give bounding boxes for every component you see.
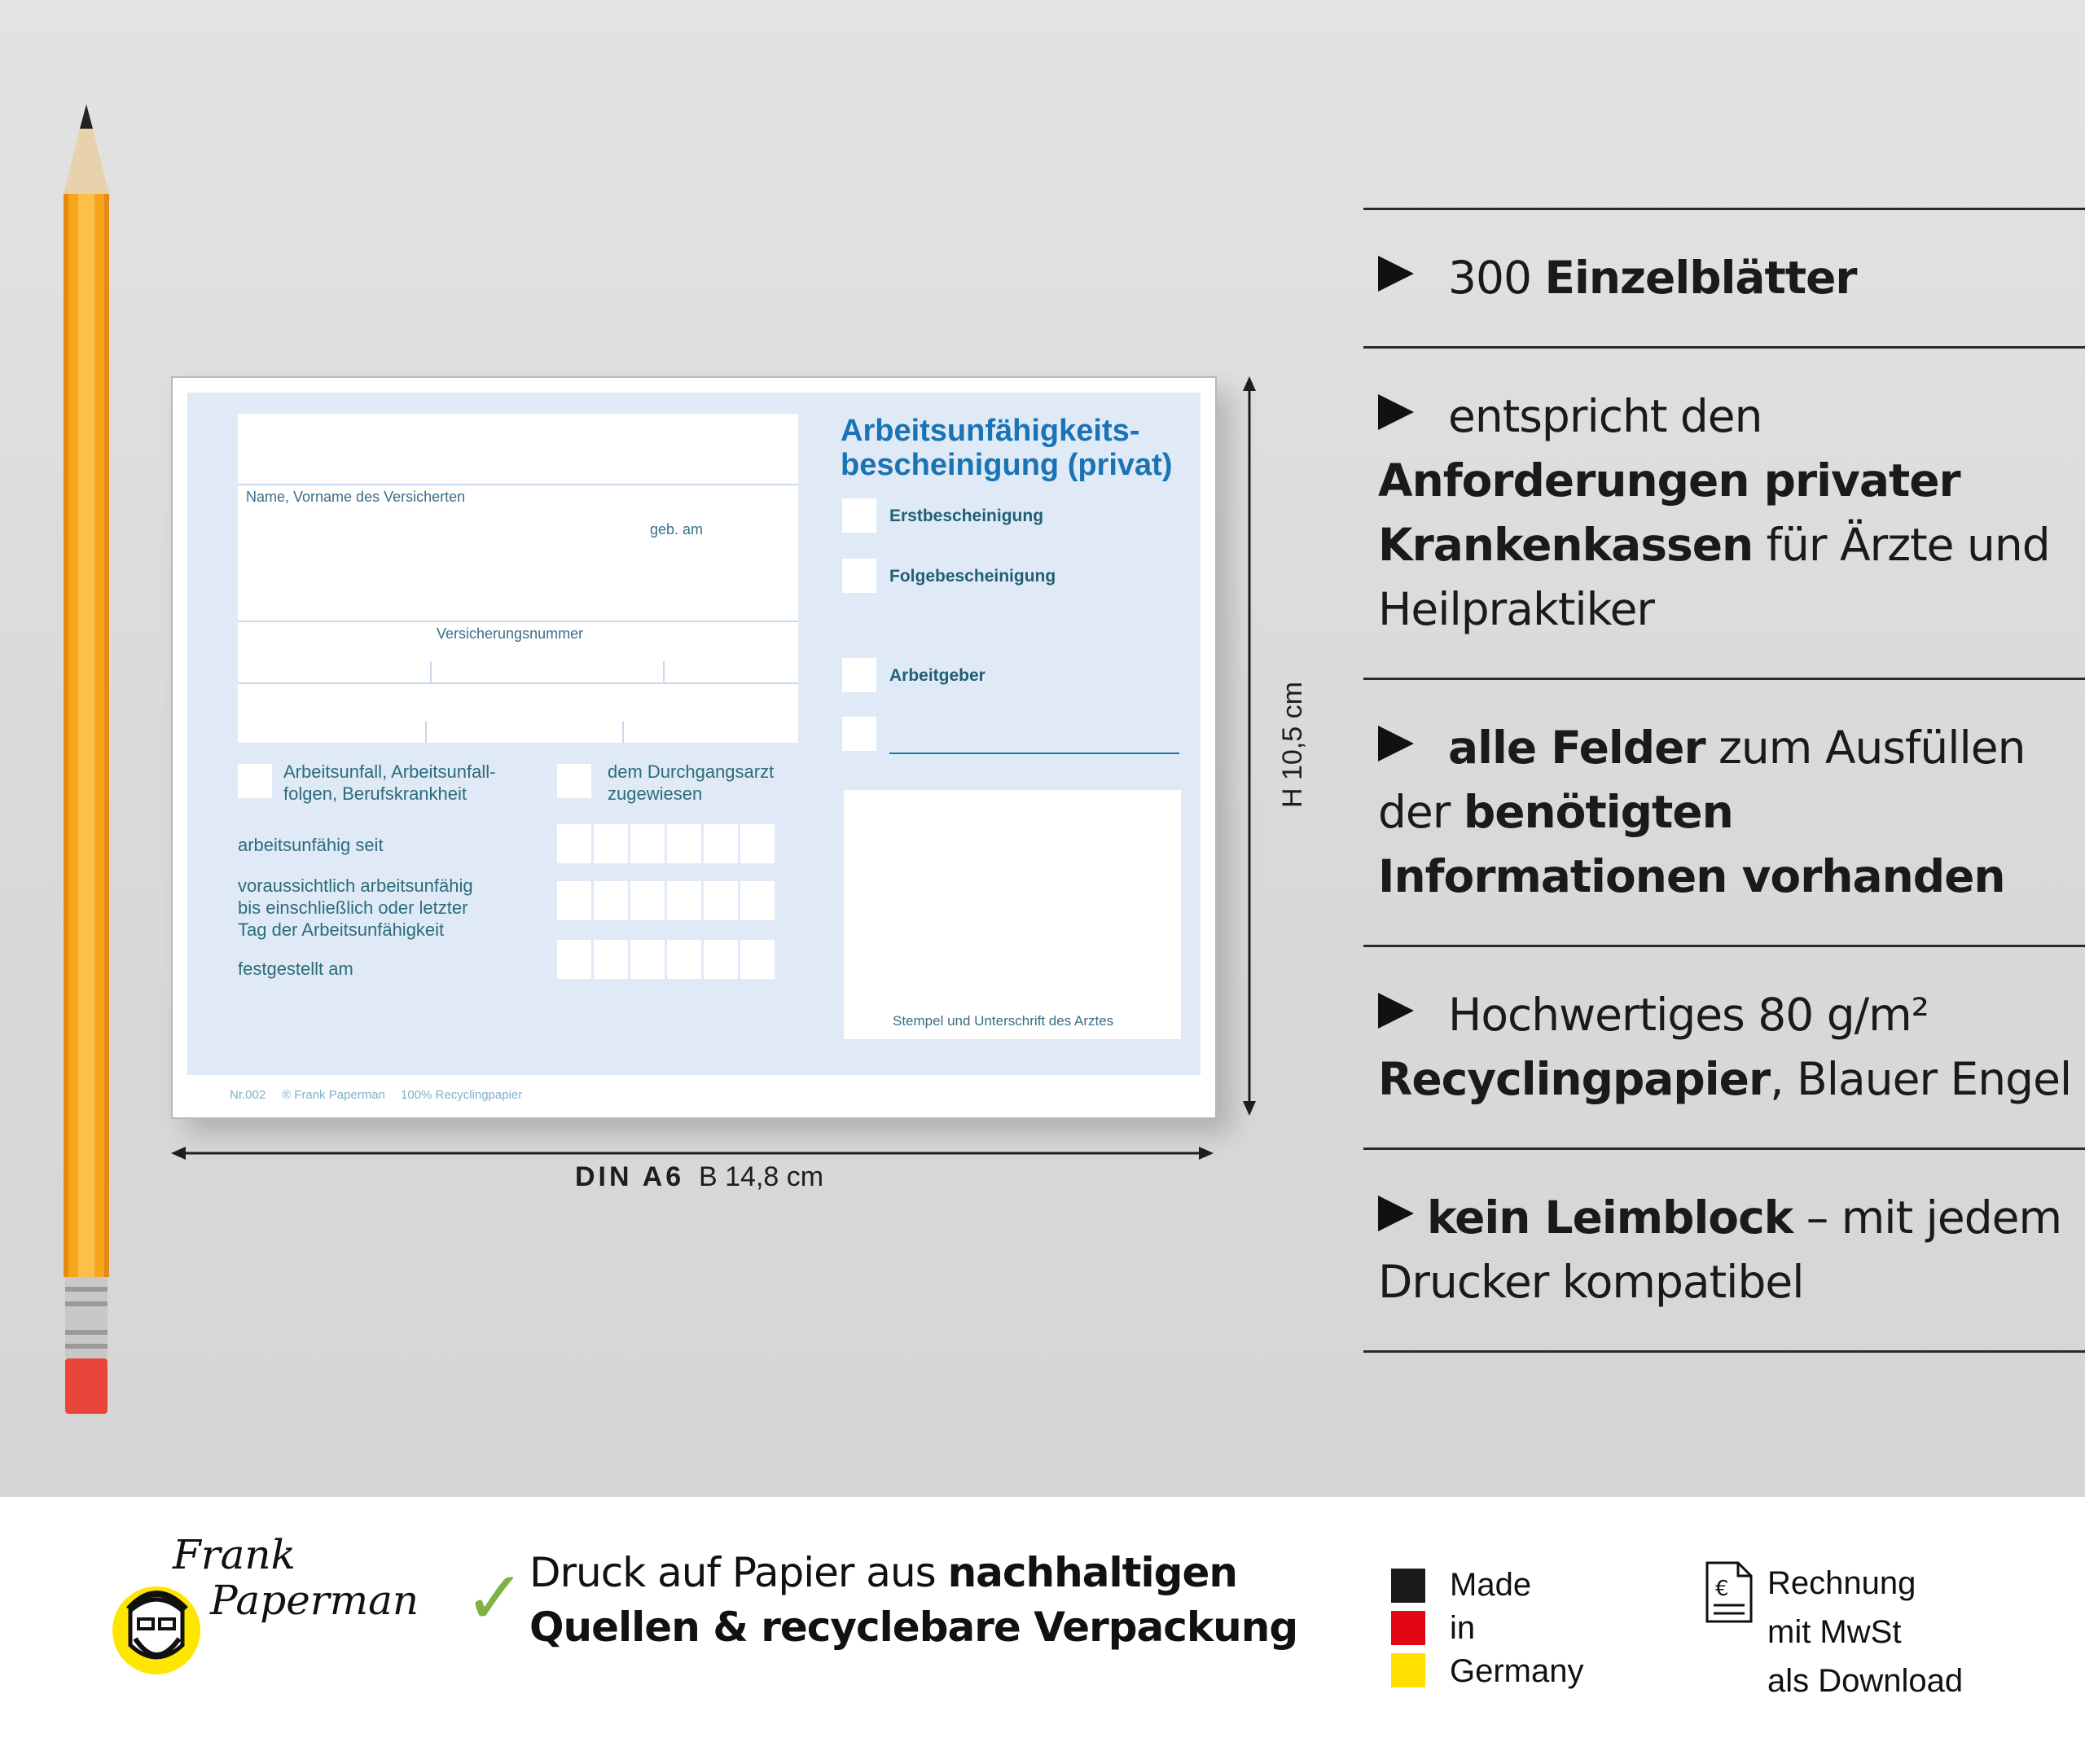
name-label: Name, Vorname des Versicherten — [246, 489, 466, 505]
claim-bold: Quellen & recyclebare Verpackung — [529, 1604, 1298, 1651]
made-line: Made — [1450, 1567, 1532, 1603]
feature-item — [1363, 1147, 2085, 1353]
accident-label-1: Arbeitsunfall, Arbeitsunfall- — [283, 761, 496, 782]
made-line: in — [1450, 1610, 1476, 1646]
feature-item — [1363, 945, 2085, 1147]
expected-label-2: bis einschließlich oder letzter — [238, 897, 468, 918]
accident-label-2: folgen, Berufskrankheit — [283, 783, 467, 804]
play-triangle-icon — [1378, 1196, 1414, 1231]
checkmark-icon: ✓ — [464, 1558, 526, 1639]
feature-text: zum Ausfüllen der — [1378, 722, 2026, 838]
feature-text: – mit jedem Drucker kompatibel — [1378, 1191, 2062, 1308]
feature-item — [1363, 678, 2085, 945]
feature-text: 300 — [1448, 252, 1545, 304]
form-title-line-1: Arbeitsunfähigkeits- — [841, 414, 1140, 448]
claim-bold: nachhaltigen — [947, 1549, 1237, 1596]
feature-bold: benötigten Informationen vorhanden — [1378, 786, 2005, 902]
feature-list — [1363, 208, 2085, 1353]
invoice-line: Rechnung — [1767, 1565, 1916, 1601]
feature-text: , Blauer Engel — [1770, 1053, 2072, 1105]
play-triangle-icon — [1378, 726, 1414, 761]
logo-word-1: Frank — [173, 1531, 296, 1578]
form-footer-recycling: 100% Recyclingpapier — [401, 1088, 523, 1102]
invoice-download — [1767, 1559, 1963, 1705]
form-footer-brand: ® Frank Paperman — [282, 1088, 385, 1102]
height-label: H 10,5 cm — [1277, 682, 1308, 808]
feature-bold: Einzelblätter — [1544, 252, 1857, 304]
birth-label: geb. am — [650, 521, 704, 538]
feature-bold: alle Felder — [1448, 722, 1705, 774]
form-footer-number: Nr.002 — [230, 1088, 266, 1102]
format-label: DIN A6 — [575, 1161, 685, 1192]
play-triangle-icon — [1378, 993, 1414, 1029]
brand-logo — [106, 1531, 419, 1694]
made-line: Germany — [1450, 1653, 1584, 1689]
form-title-line-2: bescheinigung (privat) — [841, 448, 1173, 482]
feature-text: Hochwertiges 80 g/m² — [1448, 989, 1929, 1041]
logo-word-2: Paperman — [210, 1577, 419, 1624]
feature-item — [1363, 346, 2085, 678]
invoice-line: mit MwSt — [1767, 1614, 1902, 1650]
follow-cert-label: Folgebescheinigung — [889, 567, 1056, 586]
sustainability-claim — [529, 1546, 1297, 1655]
play-triangle-icon — [1378, 256, 1414, 292]
insurance-label: Versicherungsnummer — [437, 625, 584, 642]
first-cert-label: Erstbescheinigung — [889, 507, 1044, 525]
transit-label-2: zugewiesen — [608, 783, 703, 804]
svg-text:€: € — [1715, 1577, 1729, 1601]
width-label: B 14,8 cm — [699, 1161, 824, 1192]
feature-bold: kein Leimblock — [1427, 1191, 1793, 1244]
feature-text: für Ärzte und Heilpraktiker — [1378, 519, 2050, 635]
feature-bold: Anforderungen privater Krankenkassen — [1378, 454, 1960, 571]
made-in-germany — [1450, 1564, 1584, 1693]
invoice-line: als Download — [1767, 1663, 1964, 1699]
stamp-label: Stempel und Unterschrift des Arztes — [893, 1013, 1114, 1029]
employer-label: Arbeitgeber — [889, 666, 985, 685]
claim-text: Druck auf Papier aus — [529, 1549, 948, 1596]
determined-label: festgestellt am — [238, 959, 353, 979]
feature-item — [1363, 208, 2085, 346]
german-flag-icon — [1391, 1569, 1425, 1696]
unfit-since-label: arbeitsunfähig seit — [238, 835, 384, 855]
transit-label-1: dem Durchgangsarzt — [608, 761, 775, 782]
play-triangle-icon — [1378, 394, 1414, 430]
invoice-document-icon — [1704, 1560, 1754, 1625]
expected-label-1: voraussichtlich arbeitsunfähig — [238, 875, 473, 896]
expected-label-3: Tag der Arbeitsunfähigkeit — [238, 919, 445, 940]
feature-text: entspricht den — [1448, 390, 1762, 442]
feature-bold: Recyclingpapier — [1378, 1053, 1771, 1105]
